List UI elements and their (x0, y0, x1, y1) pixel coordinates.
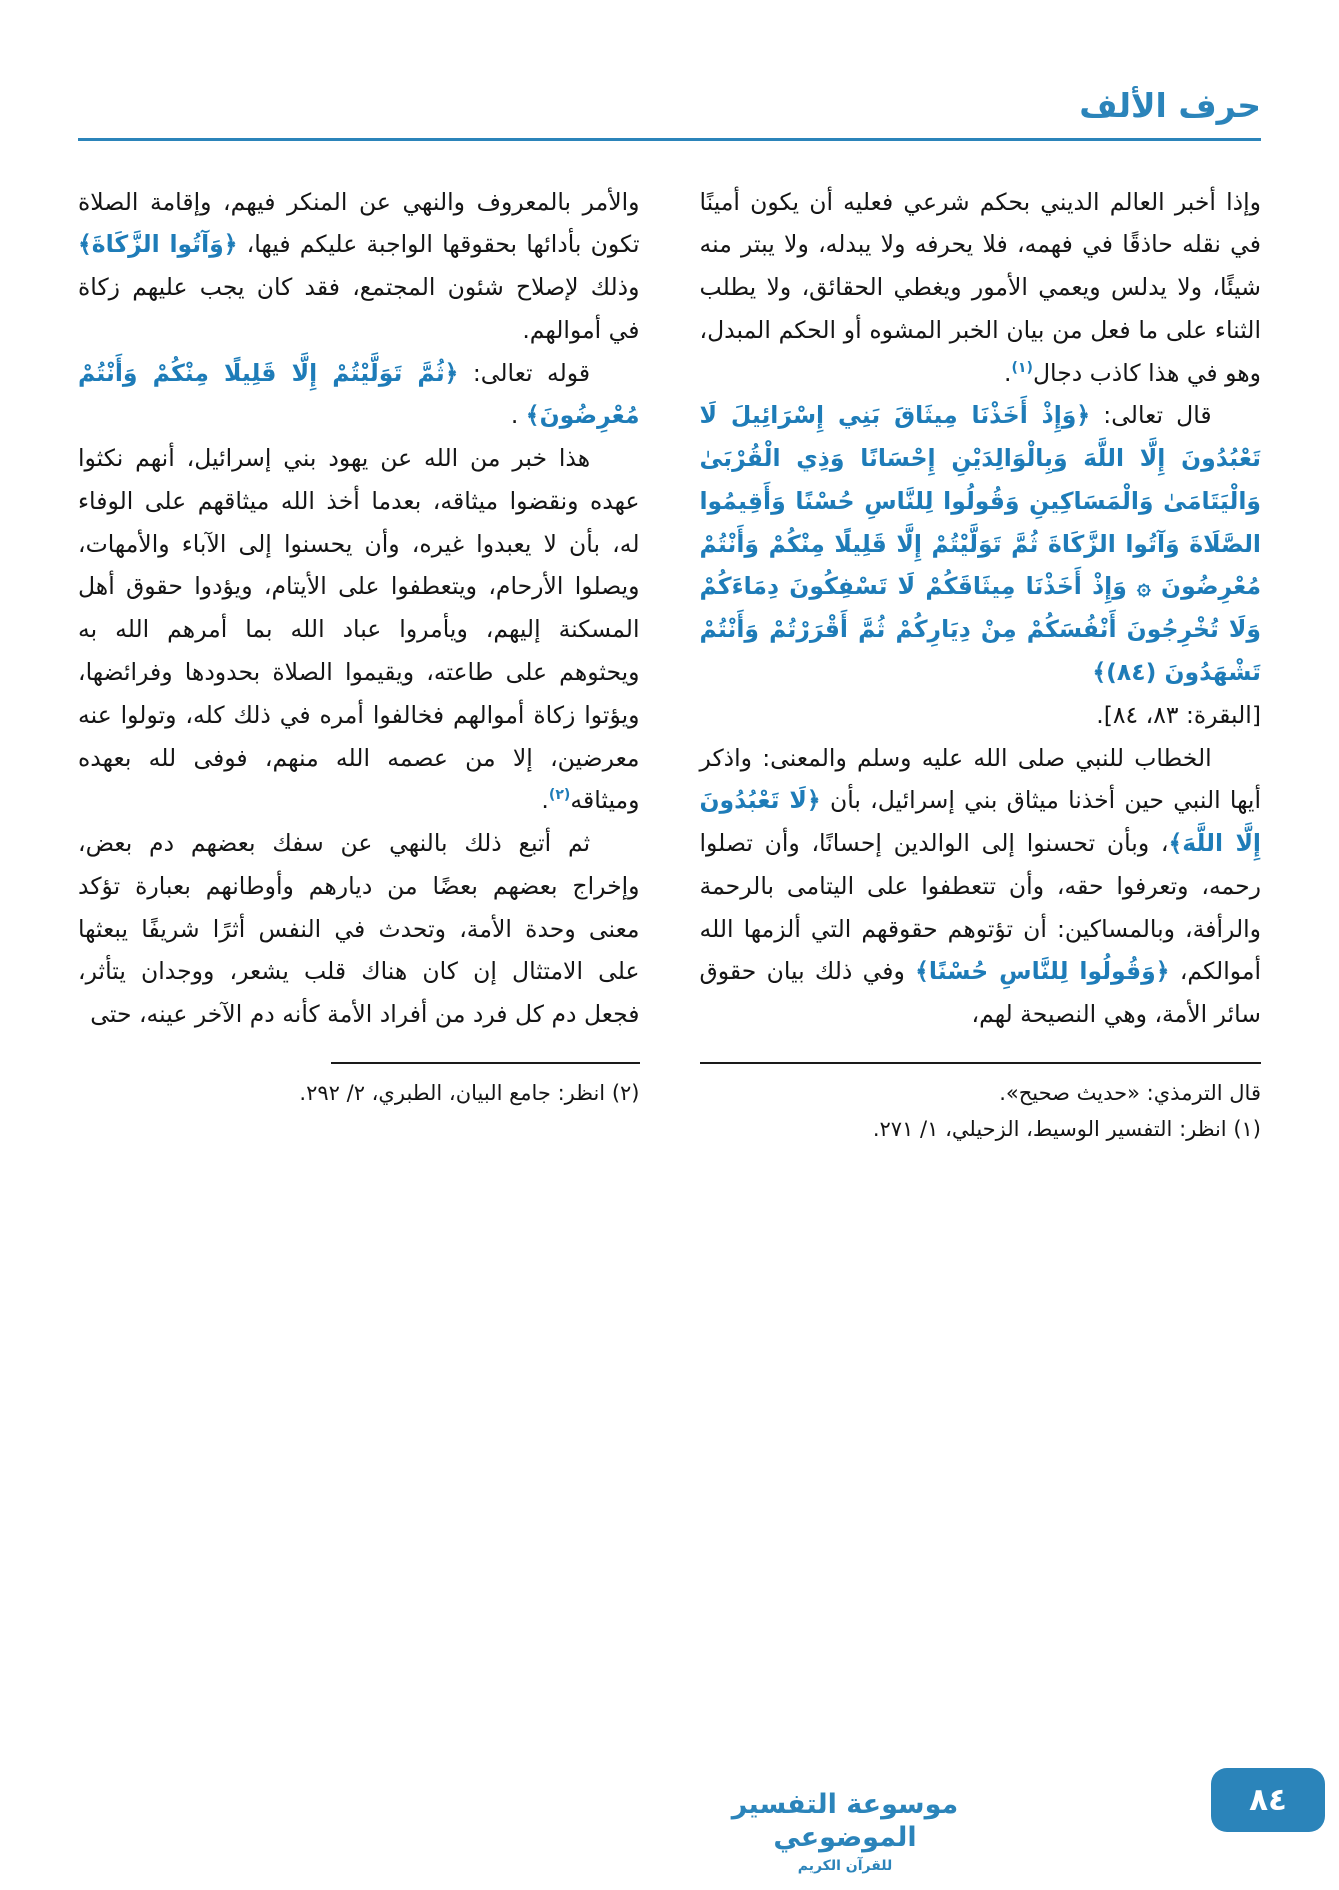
left-footnotes (78, 1062, 640, 1112)
footnote: (١) انظر: التفسير الوسيط، الزحيلي، ١/ ٢٧١. (872, 1116, 1261, 1141)
body-text: وفي ذلك بيان حقوق سائر الأمة، وهي النصيحة لهم، (699, 957, 1261, 1029)
logo-subtitle: للقرآن الكريم (797, 1858, 893, 1874)
quran-paragraph (78, 352, 640, 438)
right-column-body (700, 181, 1262, 1036)
quran-verse: ﴿وَقُولُوا لِلنَّاسِ حُسْنًا﴾ (915, 957, 1170, 986)
body-paragraph (78, 822, 640, 1036)
footnote: (٢) انظر: جامع البيان، الطبري، ٢/ ٢٩٢. (299, 1080, 640, 1105)
header-rule (78, 138, 1261, 141)
body-text: ، وبأن تحسنوا إلى الوالدين إحسانًا، وأن تصلوا رحمه، وتعرفوا حقه، وأن تتعطفوا على اليتامى بالرحمة والرأفة، وبالمساكين: أن تؤتوهم حقوقهم التي ألزمها الله أموالكم، (699, 829, 1261, 986)
left-footnote-list (78, 1076, 640, 1112)
body-text: . (1003, 358, 1012, 387)
body-text: [البقرة: ٨٣، ٨٤]. (1096, 700, 1261, 729)
body-text: والأمر بالمعروف والنهي عن المنكر فيهم، وإقامة الصلاة تكون بأدائها بحقوقها الواجبة عليكم فيها، (78, 187, 640, 259)
body-text: الخطاب للنبي صلى الله عليه وسلم والمعنى: واذكر أيها النبي حين أخذنا ميثاق بني إسرائيل، بأن (699, 743, 1261, 815)
body-paragraph (78, 181, 640, 352)
footnote-ref: (١) (1011, 359, 1033, 376)
logo-title: موسوعة التفسير الموضوعي (731, 1788, 959, 1854)
footnote-separator (700, 1062, 1262, 1064)
page-header (78, 0, 1261, 141)
body-text: ثم أتبع ذلك بالنهي عن سفك بعضهم دم بعض، وإخراج بعضهم بعضًا من ديارهم وأوطانهم بعبارة تؤكد معنى وحدة الأمة، وتحدث في النفس أثرًا شريفًا يبعثها على الامتثال إن كان هناك قلب يشعر، ووجدان يتأثر، فجعل دم كل فرد من أفراد الأمة كأنه دم الآخر عينه، حتى (78, 829, 640, 1029)
body-text: قال تعالى: (1090, 401, 1212, 430)
chapter-title: حرف الألف (1079, 86, 1261, 125)
verse-citation (700, 694, 1262, 737)
footnote-ref: (٢) (548, 787, 571, 804)
left-column-body (78, 181, 640, 1036)
page-number: ٨٤ (1249, 1782, 1287, 1818)
footnote: قال الترمذي: «حديث صحيح». (999, 1080, 1261, 1105)
publisher-logo (715, 1788, 975, 1875)
right-column (700, 181, 1262, 1148)
quran-paragraph (700, 394, 1262, 693)
body-paragraph (78, 437, 640, 822)
body-paragraph (700, 181, 1262, 395)
quran-verse: ﴿وَإِذْ أَخَذْنَا مِيثَاقَ بَنِي إِسْرَائِيلَ لَا تَعْبُدُونَ إِلَّا اللَّهَ وَبِالْوَالِدَيْنِ إِحْسَانًا وَذِي الْقُرْبَىٰ وَالْيَتَامَىٰ وَالْمَسَاكِينِ وَقُولُوا لِلنَّاسِ حُسْنًا وَأَقِيمُوا الصَّلَاةَ وَآتُوا الزَّكَاةَ ثُمَّ تَوَلَّيْتُمْ إِلَّا قَلِيلًا مِنْكُمْ وَأَنْتُمْ مُعْرِضُونَ ۞ وَإِذْ أَخَذْنَا مِيثَاقَكُمْ لَا تَسْفِكُونَ دِمَاءَكُمْ وَلَا تُخْرِجُونَ أَنْفُسَكُمْ مِنْ دِيَارِكُمْ ثُمَّ أَقْرَرْتُمْ وَأَنْتُمْ تَشْهَدُونَ (٨٤)﴾ (699, 401, 1261, 687)
right-footnotes (700, 1062, 1262, 1147)
body-text: قوله تعالى: (458, 358, 591, 387)
quran-verse: ﴿ثُمَّ تَوَلَّيْتُمْ إِلَّا قَلِيلًا مِنْكُمْ وَأَنْتُمْ مُعْرِضُونَ﴾ (78, 358, 640, 430)
body-text: وذلك لإصلاح شئون المجتمع، فقد كان يجب عليهم زكاة في أموالهم. (78, 273, 640, 344)
body-text: . (541, 786, 549, 815)
body-text: وإذا أخبر العالم الديني بحكم شرعي فعليه أن يكون أمينًا في نقله حاذقًا في فهمه، فلا يحرفه ولا يبدله، ولا يبتر منه شيئًا، ولا يدلس ويعمي الأمور ويغطي الحقائق، ولا يطلب الثناء على ما فعل من بيان الخبر المشوه أو الحكم المبدل، وهو في هذا كاذب دجال (699, 187, 1261, 387)
body-text: . (510, 401, 526, 430)
body-paragraph (700, 737, 1262, 1036)
body-text: هذا خبر من الله عن يهود بني إسرائيل، أنهم نكثوا عهده ونقضوا ميثاقه، بعدما أخذ الله ميثاقهم على الوفاء له، بأن لا يعبدوا غيره، وأن يحسنوا إلى الآباء والأمهات، ويصلوا الأرحام، ويتعطفوا على الأيتام، ويؤدوا حقوق أهل المسكنة إليهم، ويأمروا عباد الله بما أمرهم الله به ويحثوهم على طاعته، ويقيموا الصلاة بحدودها وفرائضها، ويؤتوا زكاة أموالهم فخالفوا أمره في ذلك كله، وتولوا عنه معرضين، إلا من عصمه الله منهم، فوفى لله بعهده وميثاقه (78, 444, 640, 815)
left-column (78, 181, 640, 1112)
footnote-separator (331, 1062, 640, 1064)
right-footnote-list (700, 1076, 1262, 1147)
text-columns (78, 181, 1261, 1148)
quran-verse: ﴿وَآتُوا الزَّكَاةَ﴾ (78, 230, 238, 259)
page-number-badge (1211, 1768, 1325, 1832)
quran-verse: ﴿لَا تَعْبُدُونَ إِلَّا اللَّهَ﴾ (699, 786, 1261, 858)
